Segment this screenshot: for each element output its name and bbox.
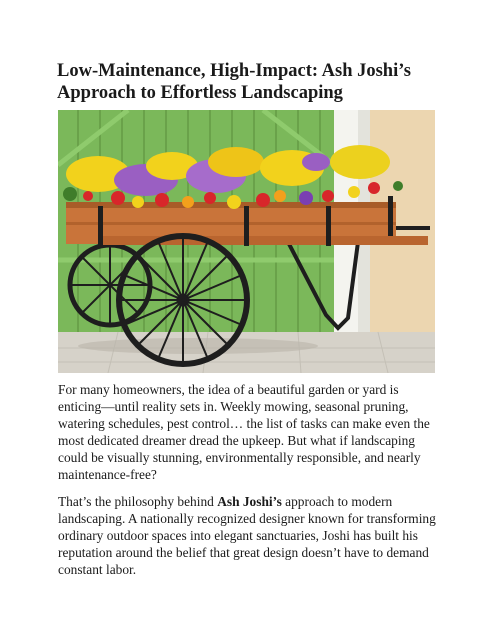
philosophy-paragraph xyxy=(58,493,440,578)
hero-image xyxy=(58,110,435,373)
article-title: Low-Maintenance, High-Impact: Ash Joshi’s Approach to Effortless Landscaping xyxy=(57,61,411,103)
intro-paragraph: For many homeowners, the idea of a beautiful garden or yard is enticing—until reality sets in. Weekly mowing, seasonal pruning, watering schedules, pest control… the list of tasks can make even the most dedicated dreamer dread the upkeep. But what if landscaping could be visually stunning, environmentally responsible, and nearly maintenance-free? xyxy=(58,382,430,482)
philosophy-text-start: That’s the philosophy behind xyxy=(58,494,218,509)
front-wheel xyxy=(119,236,247,364)
designer-name: Ash Joshi’s xyxy=(217,494,282,509)
philosophy-text-end: approach to modern landscaping. A nationally recognized designer known for transforming ordinary outdoor spaces into elegant sanctuaries, Joshi has built his reputation around the belief that great design doesn’t have to demand constant labor. xyxy=(58,494,436,577)
